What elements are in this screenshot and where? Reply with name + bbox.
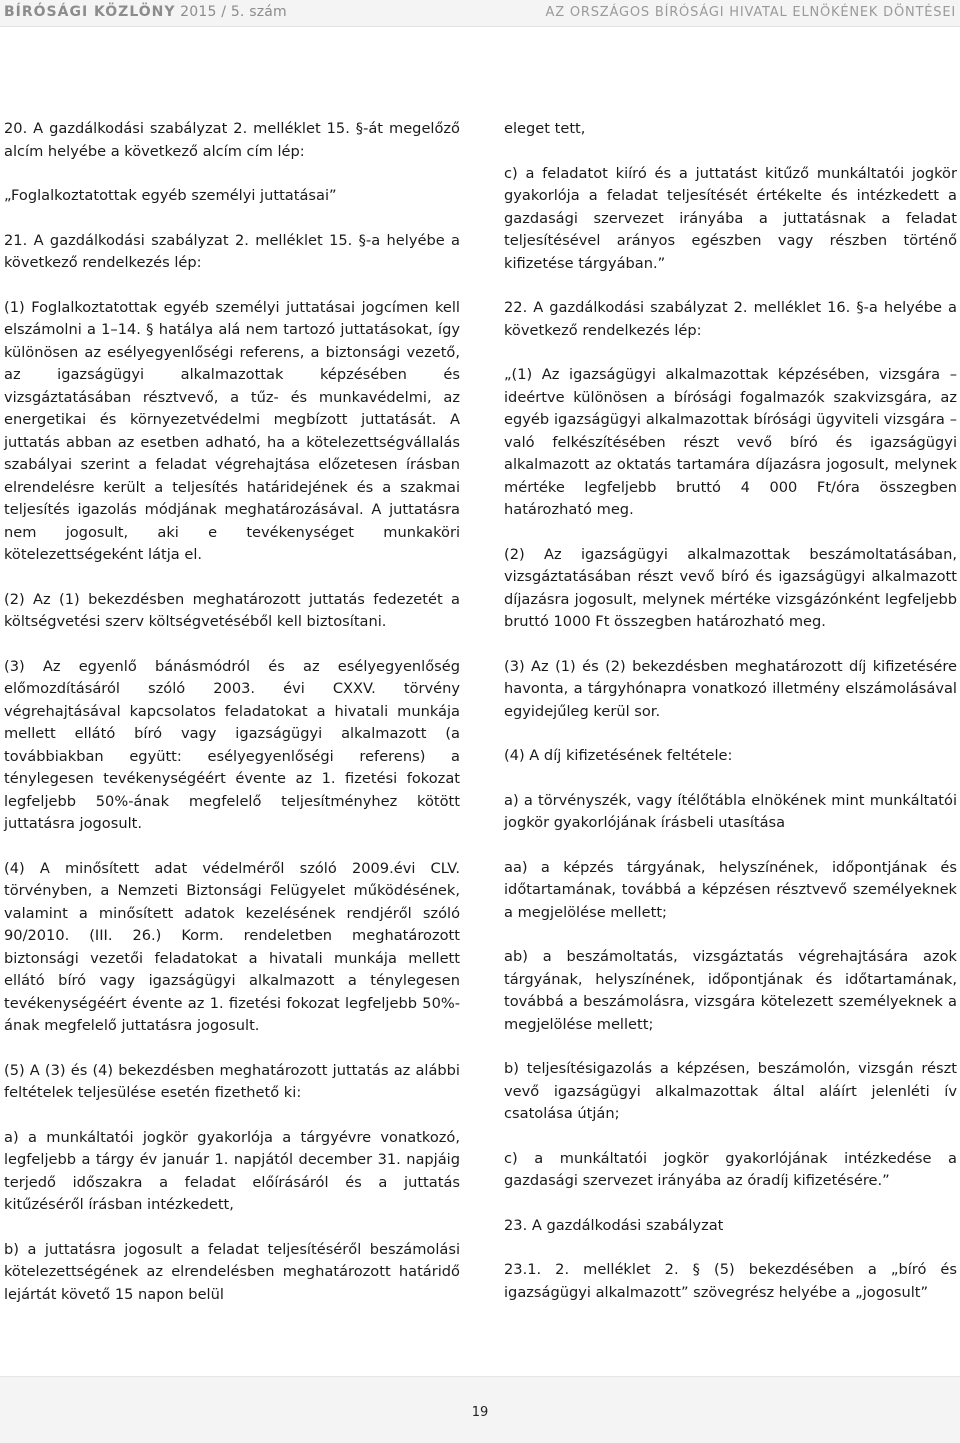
paragraph: „Foglalkoztatottak egyéb személyi juttatásai” [4,187,337,204]
paragraph: c) a feladatot kiíró és a juttatást kitűző munkáltatói jogkör gyakorlója a feladat teljesítését értékelte és intézkedett a gazdasági szervezet irányába a juttatásnak a feladat teljesítésével arányos egészben vagy részben történő kifizetése tárgyában.” [504,164,957,272]
paragraph: eleget tett, [504,120,586,137]
paragraph: 21. A gazdálkodási szabályzat 2. melléklet 15. §-a helyébe a következő rendelkezés lép: [4,231,460,271]
paragraph: (2) Az (1) bekezdésben meghatározott juttatás fedezetét a költségvetési szerv költségvetéséből kell biztosítani. [4,590,460,630]
paragraph: (2) Az igazságügyi alkalmazottak beszámoltatásában, vizsgáztatásában részt vevő bíró és igazságügyi alkalmazott díjazásra jogosult, melynek mértéke vizsgázónként legfeljebb bruttó 1000 Ft összegben határozható meg. [504,545,957,630]
paragraph: 22. A gazdálkodási szabályzat 2. melléklet 16. §-a helyébe a következő rendelkezés lép: [504,299,957,339]
journal-title [4,4,287,20]
page-header [0,0,960,27]
paragraph: „(1) Az igazságügyi alkalmazottak képzésében, vizsgára – ideértve különösen a bírósági fogalmazók szakvizsgára, az egyéb igazságügyi alkalmazottak bírósági ügyviteli vizsgára – való felkészítésében részt vevő bíró és igazságügyi alkalmazott az oktatás tartamára díjazásra jogosult, melynek mértéke legfeljebb bruttó 4 000 Ft/óra összegben határozható meg. [504,366,957,518]
paragraph: aa) a képzés tárgyának, helyszínének, időpontjának és időtartamának, továbbá a képzésen résztvevő személyeknek a megjelölése mellett; [504,858,957,921]
right-column [500,118,957,1326]
paragraph: (5) A (3) és (4) bekezdésben meghatározott juttatás az alábbi feltételek teljesülése esetén fizethető ki: [4,1061,460,1101]
paragraph: (1) Foglalkoztatottak egyéb személyi juttatásai jogcímen kell elszámolni a 1–14. § hatálya alá nem tartozó juttatásokat, így különösen az esélyegyenlőségi referens, a biztonsági vezető, az igazságügyi alkalmazottak képzésében és vizsgáztatásában résztvevő, a tűz- és munkavédelmi, az energetikai és környezetvédelmi megbízott juttatását. A juttatás abban az esetben adható, ha a kötelezettségvállalás szabályai szerint a feladat végrehajtása előzetesen írásban elrendelésre került a teljesítés határidejének és a szakmai teljesítés igazolás módjának meghatározásával. A juttatásra nem jogosult, aki e tevékenységet munkaköri kötelezettségeként látja el. [4,298,460,563]
paragraph: a) a törvényszék, vagy ítélőtábla elnökének mint munkáltatói jogkör gyakorlójának írásbeli utasítása [504,791,957,831]
paragraph: 20. A gazdálkodási szabályzat 2. melléklet 15. §-át megelőző alcím helyébe a következő alcím cím lép: [4,120,460,160]
paragraph: (3) Az egyenlő bánásmódról és az esélyegyenlőség előmozdításáról szóló 2003. évi CXXV. törvény végrehajtásával kapcsolatos feladatokat a hivatali munkája mellett ellátó bíró vagy igazságügyi alkalmazott (a továbbiakban együtt: esélyegyenlőségi referens) a ténylegesen tevékenységéért évente az 1. fizetési fokozat legfeljebb 50%-ának megfelelő teljesítményhez kötött juttatásra jogosult. [4,657,460,832]
section-title: AZ ORSZÁGOS BÍRÓSÁGI HIVATAL ELNÖKÉNEK DÖNTÉSEI [545,5,956,20]
paragraph: (4) A minősített adat védelméről szóló 2009.évi CLV. törvényben, a Nemzeti Biztonsági Felügyelet működésének, valamint a minősített adatok kezelésének rendjéről szóló 90/2010. (III. 26.) Korm. rendeletben meghatározott biztonsági vezetői feladatokat a hivatali munkája mellett ellátó bíró vagy igazságügyi alkalmazott a ténylegesen tevékenységéért évente az 1. fizetési fokozat legfeljebb 50%-ának megfelelő juttatásra jogosult. [4,859,460,1034]
paragraph: ab) a beszámoltatás, vizsgáztatás végrehajtására azok tárgyának, helyszínének, időpontjának és időtartamának, továbbá a beszámolásra, vizsgára kötelezett személyeknek a megjelölése mellett; [504,948,957,1033]
paragraph: b) a juttatásra jogosult a feladat teljesítéséről beszámolási kötelezettségének az elrendelésben meghatározott határidő lejártát követő 15 napon belül [4,1240,460,1303]
paragraph: a) a munkáltatói jogkör gyakorlója a tárgyévre vonatkozó, legfeljebb a tárgy év január 1. napjától december 31. napjáig terjedő időszakra a feladat előírásáról és a juttatás kitűzéséről írásban intézkedett, [4,1128,460,1213]
page-number: 19 [471,1405,489,1420]
paragraph: c) a munkáltatói jogkör gyakorlójának intézkedése a gazdasági szervezet irányába az óradíj kifizetésére.” [504,1149,957,1189]
page-footer [0,1376,960,1443]
paragraph: 23.1. 2. melléklet 2. § (5) bekezdésében a „bíró és igazságügyi alkalmazott” szövegrész helyébe a „jogosult” [504,1261,957,1301]
paragraph: 23. A gazdálkodási szabályzat [504,1216,724,1234]
paragraph: b) teljesítésigazolás a képzésen, beszámolón, vizsgán részt vevő igazságügyi alkalmazottak által aláírt jelenléti ív csatolása útján; [504,1060,957,1122]
paragraph: (4) A díj kifizetésének feltétele: [504,747,733,764]
journal-name: BÍRÓSÁGI KÖZLÖNY [4,4,176,20]
paragraph: (3) Az (1) és (2) bekezdésben meghatározott díj kifizetésére havonta, a tárgyhónapra vonatkozó illetmény elszámolásával egyidejűleg kerül sor. [504,657,957,720]
issue-number: 2015 / 5. szám [180,4,287,20]
left-column [0,118,460,1328]
